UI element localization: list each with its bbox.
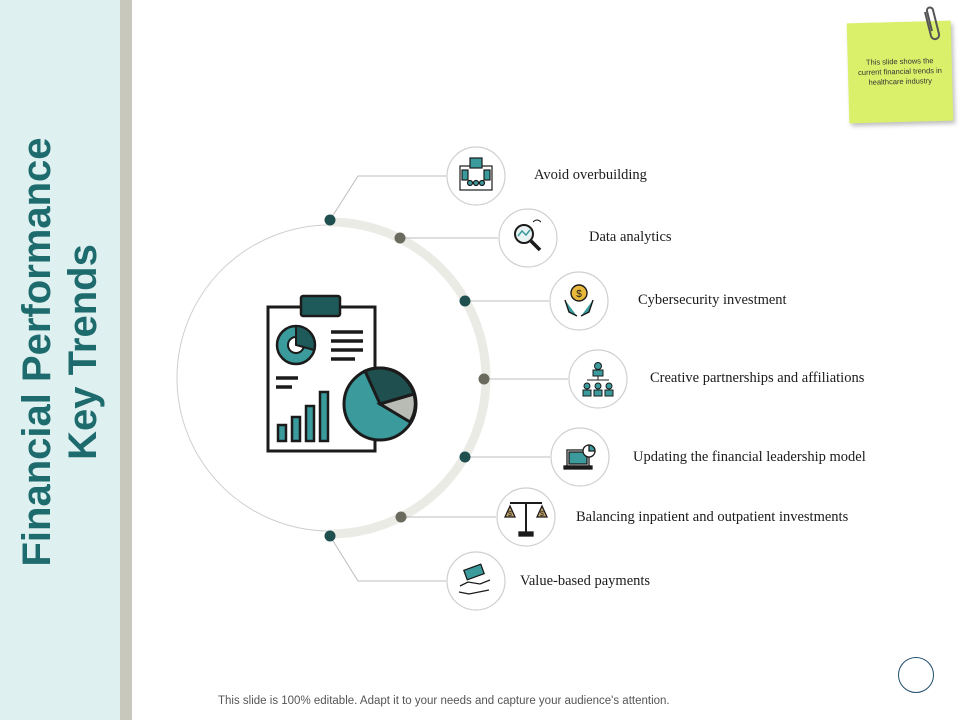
- svg-text:$: $: [576, 289, 582, 300]
- corner-circle-icon: [898, 657, 934, 693]
- title-line-2: Key Trends: [61, 244, 105, 460]
- connector-dot-5: [460, 452, 471, 463]
- footer-note: This slide is 100% editable. Adapt it to your needs and capture your audience's attention.: [218, 695, 670, 707]
- svg-text:$: $: [508, 511, 512, 518]
- connector-dot-3: [460, 296, 471, 307]
- connector-dot-6: [396, 512, 407, 523]
- trend-label-5: Updating the financial leadership model: [633, 449, 866, 465]
- sticky-note-text: This slide shows the current financial trends in healthcare industry: [857, 56, 942, 87]
- trend-label-4: Creative partnerships and affiliations: [650, 370, 865, 386]
- connector-dot-7: [325, 531, 336, 542]
- icon-circle-7: [447, 552, 505, 610]
- trend-label-1: Avoid overbuilding: [534, 167, 647, 183]
- connector-dot-2: [395, 233, 406, 244]
- trend-label-2: Data analytics: [589, 229, 672, 245]
- title-line-1: Financial Performance: [15, 137, 59, 567]
- report-icon: [268, 296, 416, 451]
- svg-text:$: $: [540, 511, 544, 518]
- connector-dot-1: [325, 215, 336, 226]
- connector-dot-4: [479, 374, 490, 385]
- paperclip-icon: [917, 6, 941, 46]
- trend-label-3: Cybersecurity investment: [638, 292, 787, 308]
- trend-label-6: Balancing inpatient and outpatient investments: [576, 509, 849, 525]
- trend-label-7: Value-based payments: [520, 573, 651, 589]
